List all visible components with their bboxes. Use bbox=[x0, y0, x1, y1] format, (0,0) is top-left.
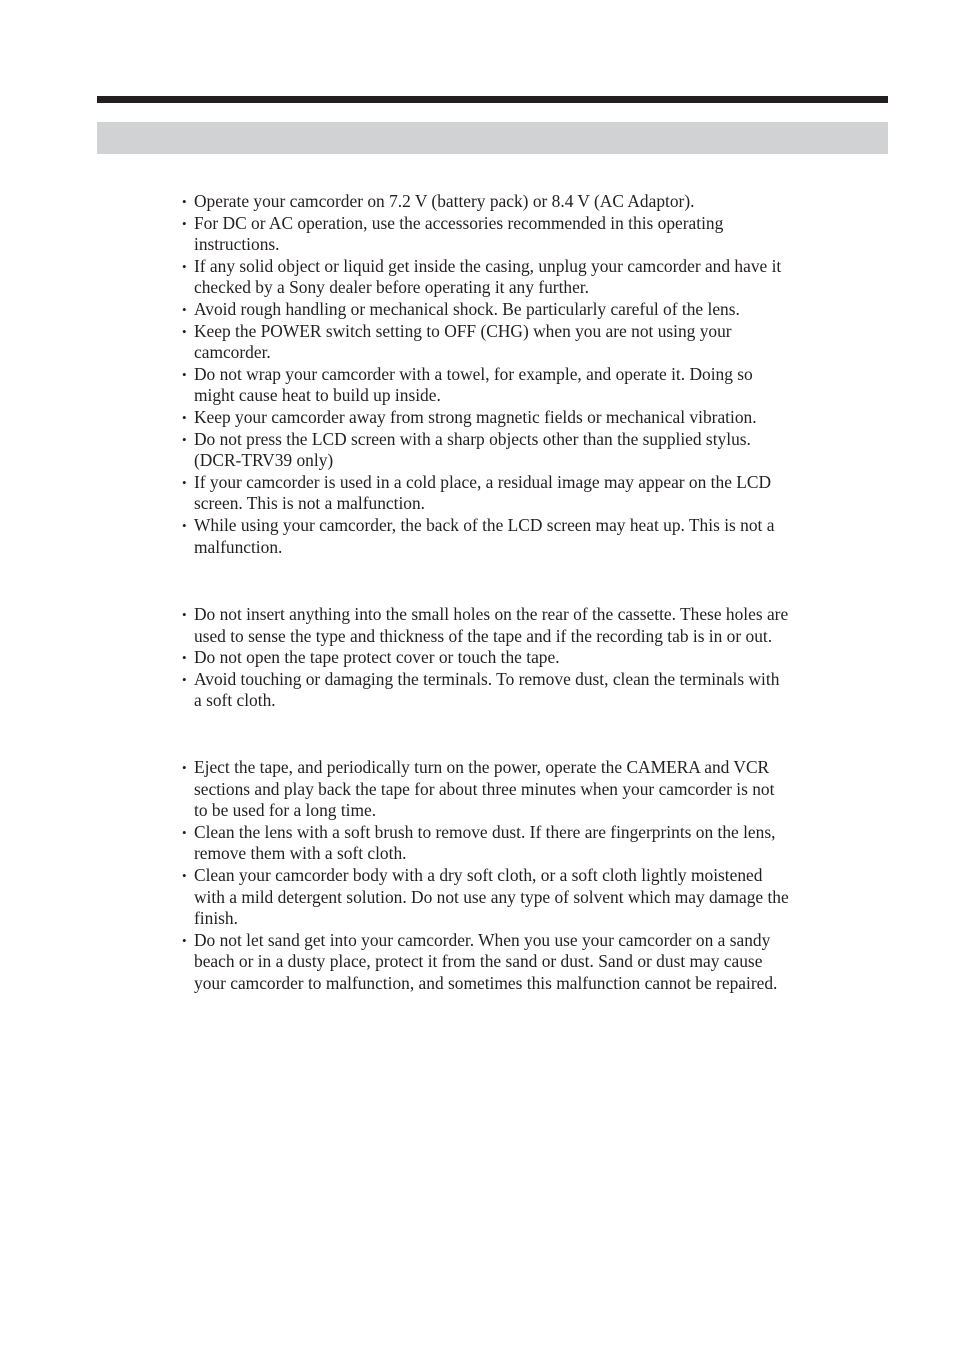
list-item-text-line: Keep your camcorder away from strong magnetic fields or mechanical vibration. bbox=[194, 406, 757, 427]
list-item bbox=[182, 472, 888, 515]
bullet-icon: • bbox=[182, 258, 187, 274]
list-item-text-line: For DC or AC operation, use the accessories recommended in this operating bbox=[194, 212, 724, 233]
list-item-text-line: your camcorder to malfunction, and sometimes this malfunction cannot be repaired. bbox=[194, 972, 778, 993]
list-item-text-line: a soft cloth. bbox=[194, 690, 276, 711]
list-item-text-line: If any solid object or liquid get inside the casing, unplug your camcorder and have it bbox=[194, 255, 782, 276]
bullet-icon: • bbox=[182, 474, 187, 490]
list-item-text-line: with a mild detergent solution. Do not use any type of solvent which may damage the bbox=[194, 886, 789, 907]
list-item bbox=[182, 647, 888, 669]
bullet-icon: • bbox=[182, 517, 187, 533]
list-item bbox=[182, 515, 888, 558]
operation-precautions-list bbox=[182, 191, 888, 558]
list-item bbox=[182, 604, 888, 647]
list-item bbox=[182, 429, 888, 472]
list-item-text-line: Clean your camcorder body with a dry soft cloth, or a soft cloth lightly moistened bbox=[194, 864, 763, 885]
list-item bbox=[182, 191, 888, 213]
list-item-text-line: sections and play back the tape for about three minutes when your camcorder is not bbox=[194, 778, 775, 799]
list-item-text-line: might cause heat to build up inside. bbox=[194, 385, 441, 406]
bullet-icon: • bbox=[182, 932, 187, 948]
bullet-icon: • bbox=[182, 194, 187, 209]
bullet-icon: • bbox=[182, 409, 187, 425]
list-item bbox=[182, 213, 888, 256]
bullet-icon: • bbox=[182, 431, 187, 447]
header-band bbox=[97, 122, 888, 154]
list-item bbox=[182, 299, 888, 321]
header-rule bbox=[97, 96, 888, 103]
list-item-text-line: malfunction. bbox=[194, 536, 283, 557]
list-item-text-line: Do not press the LCD screen with a sharp objects other than the supplied stylus. bbox=[194, 428, 751, 449]
list-item bbox=[182, 364, 888, 407]
list-item-text-line: Eject the tape, and periodically turn on the power, operate the CAMERA and VCR bbox=[194, 757, 770, 777]
list-item-text-line: Do not open the tape protect cover or touch the tape. bbox=[194, 647, 560, 668]
list-item-text-line: Avoid rough handling or mechanical shock. Be particularly careful of the lens. bbox=[194, 298, 740, 319]
list-item-text-line: Operate your camcorder on 7.2 V (battery pack) or 8.4 V (AC Adaptor). bbox=[194, 191, 695, 211]
list-item-text-line: If your camcorder is used in a cold place, a residual image may appear on the LCD bbox=[194, 471, 772, 492]
list-item bbox=[182, 256, 888, 299]
cassette-precautions-list bbox=[182, 604, 888, 712]
list-item-text-line: Clean the lens with a soft brush to remove dust. If there are fingerprints on the lens, bbox=[194, 821, 776, 842]
list-item-text-line: used to sense the type and thickness of the tape and if the recording tab is in or out. bbox=[194, 625, 773, 646]
list-item bbox=[182, 757, 888, 822]
bullet-icon: • bbox=[182, 301, 187, 317]
list-item-text-line: to be used for a long time. bbox=[194, 800, 377, 821]
list-item-text-line: finish. bbox=[194, 908, 238, 929]
list-item bbox=[182, 407, 888, 429]
bullet-icon: • bbox=[182, 867, 187, 883]
list-item bbox=[182, 822, 888, 865]
list-item-text-line: Do not let sand get into your camcorder. When you use your camcorder on a sandy bbox=[194, 929, 771, 950]
bullet-icon: • bbox=[182, 607, 187, 622]
list-item bbox=[182, 669, 888, 712]
bullet-icon: • bbox=[182, 760, 187, 775]
list-item-text-line: beach or in a dusty place, protect it from the sand or dust. Sand or dust may cause bbox=[194, 951, 763, 972]
list-item-text-line: While using your camcorder, the back of the LCD screen may heat up. This is not a bbox=[194, 514, 775, 535]
list-item-text-line: camcorder. bbox=[194, 342, 271, 363]
bullet-icon: • bbox=[182, 215, 187, 231]
list-item-text-line: screen. This is not a malfunction. bbox=[194, 493, 426, 514]
list-item-text-line: checked by a Sony dealer before operating it any further. bbox=[194, 277, 589, 298]
list-item-text-line: remove them with a soft cloth. bbox=[194, 843, 407, 864]
list-item-text-line: instructions. bbox=[194, 234, 280, 255]
list-item-text-line: Keep the POWER switch setting to OFF (CHG) when you are not using your bbox=[194, 320, 732, 341]
maintenance-precautions-list bbox=[182, 757, 888, 995]
list-item bbox=[182, 930, 888, 995]
bullet-icon: • bbox=[182, 366, 187, 382]
list-item-text-line: Avoid touching or damaging the terminals. To remove dust, clean the terminals with bbox=[194, 668, 780, 689]
bullet-icon: • bbox=[182, 824, 187, 840]
bullet-icon: • bbox=[182, 671, 187, 687]
list-item-text-line: (DCR-TRV39 only) bbox=[194, 450, 334, 471]
list-item-text-line: Do not insert anything into the small holes on the rear of the cassette. These holes are bbox=[194, 604, 789, 624]
list-item bbox=[182, 321, 888, 364]
list-item-text-line: Do not wrap your camcorder with a towel, for example, and operate it. Doing so bbox=[194, 363, 753, 384]
bullet-icon: • bbox=[182, 650, 187, 666]
list-item bbox=[182, 865, 888, 930]
bullet-icon: • bbox=[182, 323, 187, 339]
